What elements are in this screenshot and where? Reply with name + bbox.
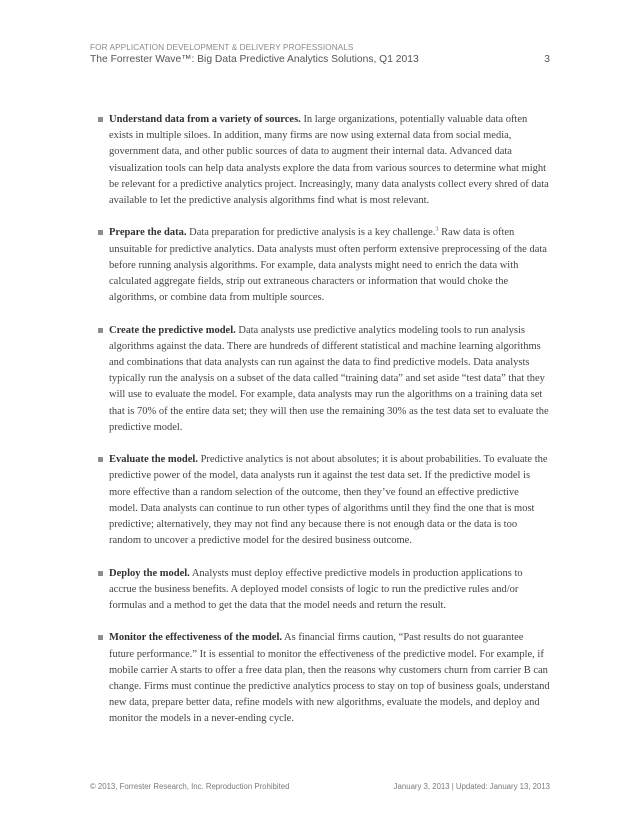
bullet-prepare-data: [98, 225, 550, 306]
bullet-evaluate-model: [98, 452, 550, 549]
bullet-understand-data: [98, 112, 550, 209]
bullet-text-continued: Raw data is often unsuitable for predictive analytics. Data analysts must often perform extensive preprocessing of the data before running analysis algorithms. For example, data analysts might need to enrich the data with calculated aggregate fields, strip out extraneous characters or information that would choke the algorithms, or combine data from multiple sources.: [109, 227, 547, 304]
bullet-text: As financial firms caution, “Past results do not guarantee future performance.” It is essential to monitor the effectiveness of the predictive model. For example, if mobile carrier A starts to offer a free data plan, then the reasons why customers churn from carrier B can change. Firms must continue the predictive analytics process to stay on top of business goals, understand new data, prepare better data, refine models with new algorithms, evaluate the models, and deploy and monitor the models in a never-ending cycle.: [109, 632, 550, 725]
header-title-row: [90, 54, 550, 65]
page-number: 3: [544, 54, 550, 65]
bullet-lead: Prepare the data.: [109, 227, 187, 239]
page-header: [90, 42, 550, 65]
bullet-create-model: [98, 323, 550, 436]
header-kicker: FOR APPLICATION DEVELOPMENT & DELIVERY PROFESSIONALS: [90, 43, 354, 52]
square-bullet-icon: [98, 635, 103, 640]
bullet-lead: Deploy the model.: [109, 567, 190, 579]
bullet-lead: Monitor the effectiveness of the model.: [109, 632, 283, 644]
bullet-text: In large organizations, potentially valuable data often exists in multiple siloes. In addition, many firms are now using external data from social media, government data, and other public sources of data to augment their internal data. Advanced data visualization tools can help data analysts explore the data from various sources to determine what might be relevant for a predictive analytics project. Increasingly, many data analysts collect every shred of data available to let the predictive analysis algorithms find what is most relevant.: [109, 114, 549, 207]
bullet-lead: Understand data from a variety of sources.: [109, 114, 301, 125]
bullet-text: Analysts must deploy effective predictive models in production applications to accrue the business benefits. A deployed model consists of logic to run the predictive rules and/or formulas and a method to get the data that the model needs and return the result.: [109, 567, 523, 612]
bullet-deploy-model: [98, 566, 550, 615]
square-bullet-icon: [98, 457, 103, 462]
copyright-notice: © 2013, Forrester Research, Inc. Reproduction Prohibited: [90, 782, 290, 791]
bullet-text: Data analysts use predictive analytics modeling tools to run analysis algorithms against the data. There are hundreds of different statistical and machine learning algorithms and combinations that data analysts can run against the data to find predictive models. Data analysts typically run the analysis on a subset of the data called “training data” and set aside “test data” that they will use to evaluate the model. For example, data analysts may run the algorithms on a training data set that is 70% of the entire data set; they will then use the remaining 30% as the test data set to evaluate the predictive model.: [109, 324, 549, 433]
page-footer: [90, 782, 550, 791]
bullet-text: Predictive analytics is not about absolutes; it is about probabilities. To evaluate the predictive power of the model, data analysts run it against the test data set. If the predictive model is more effective than a random selection of the outcome, then they’ve found an effective predictive model. Data analysts can continue to run other types of algorithms until they find the one that is most predictive; alternatively, they may not find any because there is not enough data or the data is too random to uncover a predictive model for the desired business outcome.: [109, 454, 548, 547]
square-bullet-icon: [98, 571, 103, 576]
publication-date: January 3, 2013 | Updated: January 13, 2013: [393, 782, 550, 791]
square-bullet-icon: [98, 328, 103, 333]
bullet-lead: Create the predictive model.: [109, 324, 236, 336]
report-title: The Forrester Wave™: Big Data Predictive Analytics Solutions, Q1 2013: [90, 54, 419, 65]
footnote-reference[interactable]: 3: [435, 226, 439, 233]
square-bullet-icon: [98, 230, 103, 235]
bullet-lead: Evaluate the model.: [109, 454, 198, 466]
square-bullet-icon: [98, 117, 103, 122]
bullet-monitor-model: [98, 630, 550, 727]
bullet-text: Data preparation for predictive analysis is a key challenge.: [186, 227, 436, 239]
process-step-list: [98, 112, 550, 744]
